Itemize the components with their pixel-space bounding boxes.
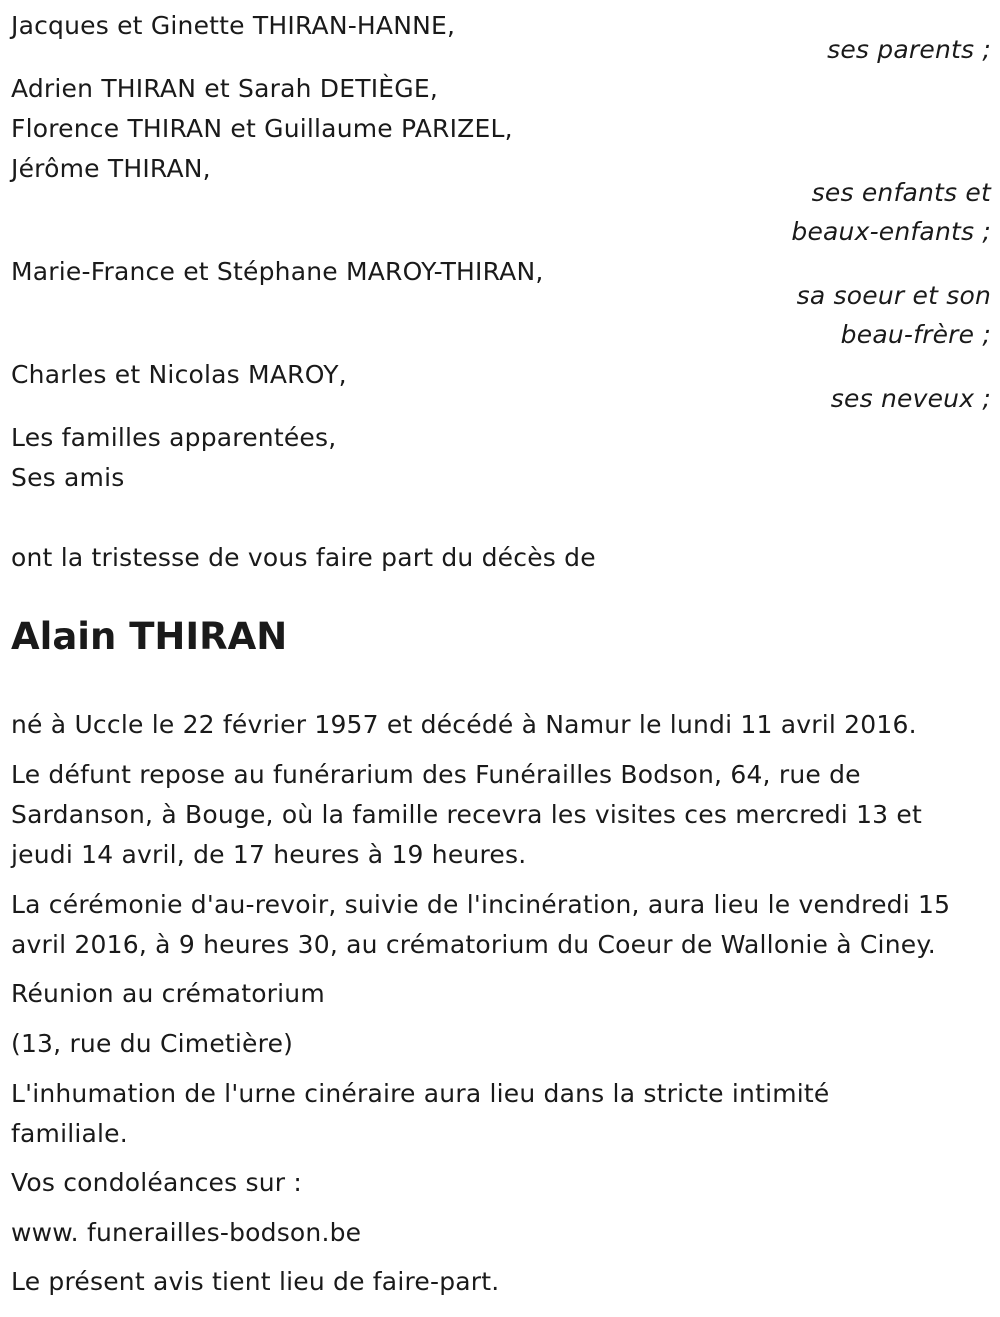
nephews-names: Charles et Nicolas MAROY, xyxy=(11,360,347,389)
repose-line-2: Sardanson, à Bouge, où la famille recevra les visites ces mercredi 13 et xyxy=(11,800,923,829)
parents-names: Jacques et Ginette THIRAN-HANNE, xyxy=(11,11,456,40)
ceremony-line-1: La cérémonie d'au-revoir, suivie de l'incinération, aura lieu le vendredi 15 xyxy=(11,890,951,919)
parents-relation: ses parents ; xyxy=(827,35,991,64)
child-line-3: Jérôme THIRAN, xyxy=(11,154,211,183)
nephews-relation: ses neveux ; xyxy=(830,384,991,413)
birth-death-line: né à Uccle le 22 février 1957 et décédé à Namur le lundi 11 avril 2016. xyxy=(11,710,917,739)
announcement-text: ont la tristesse de vous faire part du décès de xyxy=(11,543,596,572)
deceased-name: Alain THIRAN xyxy=(11,615,288,658)
children-relation-line-1: ses enfants et xyxy=(811,178,991,207)
address-line: (13, rue du Cimetière) xyxy=(11,1029,294,1058)
repose-line-1: Le défunt repose au funérarium des Funérailles Bodson, 64, rue de xyxy=(11,760,861,789)
sister-relation-line-1: sa soeur et son xyxy=(796,281,991,310)
inhumation-line-2: familiale. xyxy=(11,1119,128,1148)
child-line-2: Florence THIRAN et Guillaume PARIZEL, xyxy=(11,114,513,143)
website-link[interactable]: www. funerailles-bodson.be xyxy=(11,1218,362,1247)
repose-line-3: jeudi 14 avril, de 17 heures à 19 heures. xyxy=(11,840,527,869)
condolences-label: Vos condoléances sur : xyxy=(11,1168,302,1197)
inhumation-line-1: L'inhumation de l'urne cinéraire aura lieu dans la stricte intimité xyxy=(11,1079,830,1108)
ceremony-line-2: avril 2016, à 9 heures 30, au crématorium du Coeur de Wallonie à Ciney. xyxy=(11,930,936,959)
children-relation-line-2: beaux-enfants ; xyxy=(791,217,991,246)
notice-line: Le présent avis tient lieu de faire-part. xyxy=(11,1267,500,1296)
reunion-line: Réunion au crématorium xyxy=(11,979,325,1008)
obituary-notice xyxy=(11,0,991,1317)
friends: Ses amis xyxy=(11,463,125,492)
sister-relation-line-2: beau-frère ; xyxy=(840,320,991,349)
related-families: Les familles apparentées, xyxy=(11,423,337,452)
child-line-1: Adrien THIRAN et Sarah DETIÈGE, xyxy=(11,74,438,103)
sister-names: Marie-France et Stéphane MAROY-THIRAN, xyxy=(11,257,544,286)
